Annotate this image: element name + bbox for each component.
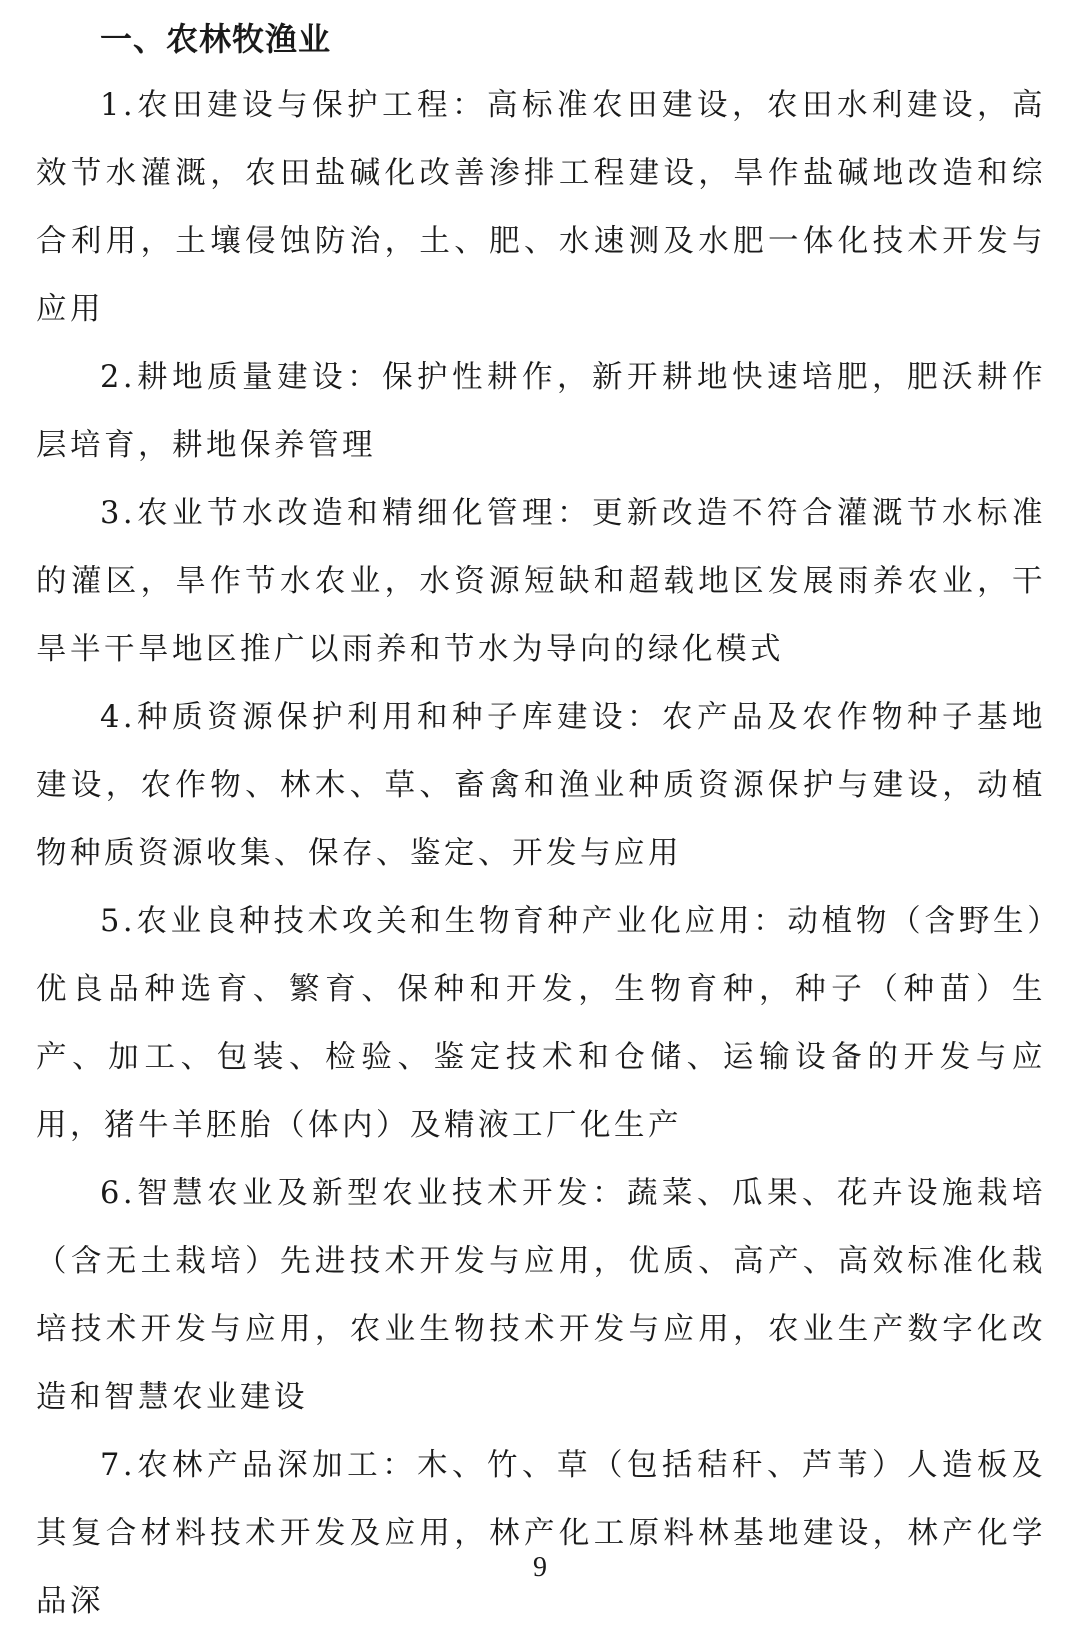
paragraph-2: 2.耕地质量建设：保护性耕作，新开耕地快速培肥，肥沃耕作层培育，耕地保养管理 xyxy=(36,360,1046,463)
paragraph-6: 6.智慧农业及新型农业技术开发：蔬菜、瓜果、花卉设施栽培（含无土栽培）先进技术开发与应用，优质、高产、高效标准化栽培技术开发与应用，农业生物技术开发与应用，农业生产数字化改造和智慧农业建设 xyxy=(36,1176,1046,1415)
paragraph-7: 7.农林产品深加工：木、竹、草（包括秸秆、芦苇）人造板及其复合材料技术开发及应用，林产化工原料林基地建设，林产化学品深 xyxy=(36,1448,1046,1619)
document-body xyxy=(36,72,1046,1636)
paragraph-5: 5.农业良种技术攻关和生物育种产业化应用：动植物（含野生）优良品种选育、繁育、保种和开发，生物育种，种子（种苗）生产、加工、包装、检验、鉴定技术和仓储、运输设备的开发与应用，猪牛羊胚胎（体内）及精液工厂化生产 xyxy=(36,904,1046,1143)
paragraph-4: 4.种质资源保护利用和种子库建设：农产品及农作物种子基地建设，农作物、林木、草、畜禽和渔业种质资源保护与建设，动植物种质资源收集、保存、鉴定、开发与应用 xyxy=(36,700,1046,871)
paragraph-3: 3.农业节水改造和精细化管理：更新改造不符合灌溉节水标准的灌区，旱作节水农业，水资源短缺和超载地区发展雨养农业，干旱半干旱地区推广以雨养和节水为导向的绿化模式 xyxy=(36,496,1046,667)
paragraph-1: 1.农田建设与保护工程：高标准农田建设，农田水利建设，高效节水灌溉，农田盐碱化改善渗排工程建设，旱作盐碱地改造和综合利用，土壤侵蚀防治，土、肥、水速测及水肥一体化技术开发与应用 xyxy=(36,88,1046,327)
section-heading: 一、农林牧渔业 xyxy=(100,20,332,58)
page-number: 9 xyxy=(533,1552,547,1583)
